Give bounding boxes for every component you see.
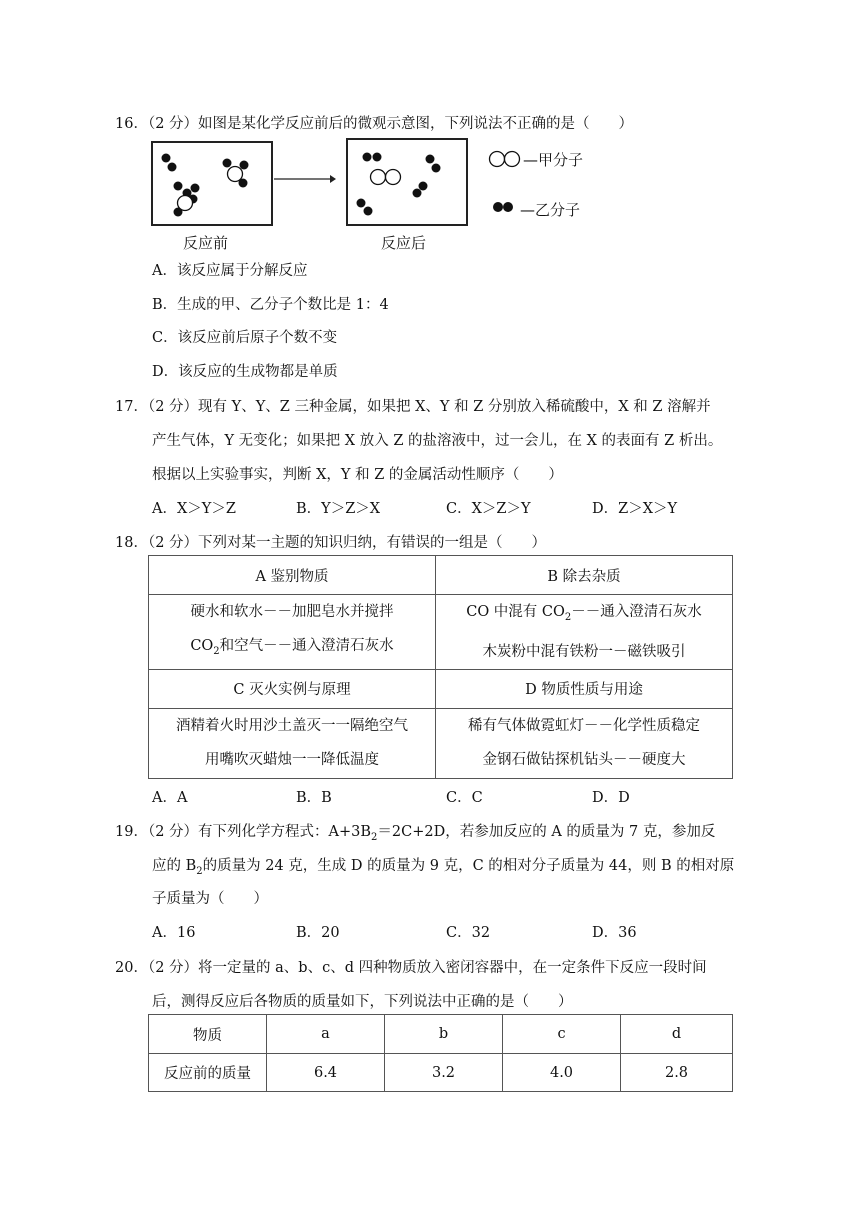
cell-c-line1: 酒精着火时用沙土盖灭一一隔绝空气	[176, 718, 408, 735]
yi-molecule-icon	[491, 199, 521, 215]
q17-line2: 产生气体，Y 无变化；如果把 X 放入 Z 的盐溶液中，过一会儿，在 X 的表面有 Z 析出。	[152, 433, 723, 449]
before-label: 反应前	[183, 234, 229, 252]
q17-option-a: A．X＞Y＞Z	[152, 501, 236, 517]
q20-line1: 20．（2 分）将一定量的 a、b、c、d 四种物质放入密闭容器中，在一定条件下反应一段时间	[115, 960, 707, 976]
q18-option-d: D．D	[592, 790, 630, 806]
cell-b-line2: 木炭粉中混有铁粉一－磁铁吸引	[482, 643, 686, 660]
header-d: d	[621, 1015, 733, 1054]
q17-option-d: D．Z＞X＞Y	[592, 501, 678, 517]
q17-option-c: C．X＞Z＞Y	[446, 501, 531, 517]
q18-option-c: C．C	[446, 790, 483, 806]
cell-b-content	[436, 595, 733, 670]
cell-c-line2: 用嘴吹灭蜡烛一一降低温度	[205, 752, 379, 769]
q18-option-b: B．B	[296, 790, 332, 806]
cell-c-content	[149, 708, 436, 778]
cell-a-line1: 硬水和软水－－加肥皂水并搅拌	[190, 604, 394, 620]
row-label: 反应前的质量	[149, 1054, 267, 1092]
q16-option-b: B．生成的甲、乙分子个数比是 1：4	[152, 297, 389, 313]
q19-option-a: A．16	[152, 925, 196, 941]
q19-option-c: C．32	[446, 925, 491, 941]
q17-option-b: B．Y＞Z＞X	[296, 501, 381, 517]
q17-line1: 17．（2 分）现有 Y、Y、Z 三种金属，如果把 X、Y 和 Z 分别放入稀硫酸中，X 和 Z 溶解并	[115, 399, 711, 415]
cell-b-line1: CO 中混有 $CO_2--$通入澄清石灰水	[466, 604, 702, 623]
q20-mass-table	[148, 1014, 733, 1092]
q20-line2: 后，测得反应后各物质的质量如下，下列说法中正确的是（ ）	[152, 994, 573, 1010]
after-label: 反应后	[381, 234, 427, 252]
value-a: 6.4	[267, 1054, 385, 1092]
cell-b-title: B 除去杂质	[436, 556, 733, 595]
arrow-right-icon	[274, 172, 336, 186]
before-box	[151, 141, 273, 226]
cell-d-content	[436, 708, 733, 778]
after-molecules	[348, 140, 466, 224]
q18-stem: 18．（2 分）下列对某一主题的知识归纳，有错误的一组是（ ）	[115, 535, 547, 551]
q16-option-a: A．该反应属于分解反应	[152, 263, 308, 279]
q19-option-d: D．36	[592, 925, 637, 941]
q16-option-c: C．该反应前后原子个数不变	[152, 330, 338, 346]
cell-c-title: C 灭火实例与原理	[149, 669, 436, 708]
q19-line3: 子质量为（ ）	[152, 891, 268, 907]
cell-a-content	[149, 595, 436, 670]
legend-yi-label: —乙分子	[520, 201, 581, 219]
value-c: 4.0	[503, 1054, 621, 1092]
q19-option-b: B．20	[296, 925, 340, 941]
cell-a-line2: $CO_2$和空气－－通入澄清石灰水	[190, 638, 394, 657]
jia-molecule-icon	[487, 149, 523, 169]
before-molecules	[153, 143, 271, 224]
header-b: b	[385, 1015, 503, 1054]
q16-option-d: D．该反应的生成物都是单质	[152, 364, 338, 380]
q19-line1: 19．（2 分）有下列化学方程式：$A+3B_2=2C+2D$，若参加反应的 A 的质量为 7 克，参加反	[115, 824, 716, 843]
q18-option-a: A．A	[152, 790, 188, 806]
cell-d-line1: 稀有气体做霓虹灯－－化学性质稳定	[468, 718, 700, 735]
value-d: 2.8	[621, 1054, 733, 1092]
cell-d-line2: 金钢石做钻探机钻头－－硬度大	[482, 752, 686, 769]
q18-knowledge-table	[148, 555, 733, 779]
header-c: c	[503, 1015, 621, 1054]
header-a: a	[267, 1015, 385, 1054]
q19-line2: 应的 $B_2$的质量为 24 克，生成 D 的质量为 9 克，C 的相对分子质量为 44，则 B 的相对原	[152, 858, 735, 877]
value-b: 3.2	[385, 1054, 503, 1092]
q17-line3: 根据以上实验事实，判断 X，Y 和 Z 的金属活动性顺序（ ）	[152, 467, 563, 483]
cell-d-title: D 物质性质与用途	[436, 669, 733, 708]
header-substance: 物质	[149, 1015, 267, 1054]
cell-a-title: A 鉴别物质	[149, 556, 436, 595]
legend-jia-label: —甲分子	[523, 151, 584, 169]
after-box	[346, 138, 468, 226]
q16-stem: 16．（2 分）如图是某化学反应前后的微观示意图，下列说法不正确的是（ ）	[115, 116, 634, 132]
